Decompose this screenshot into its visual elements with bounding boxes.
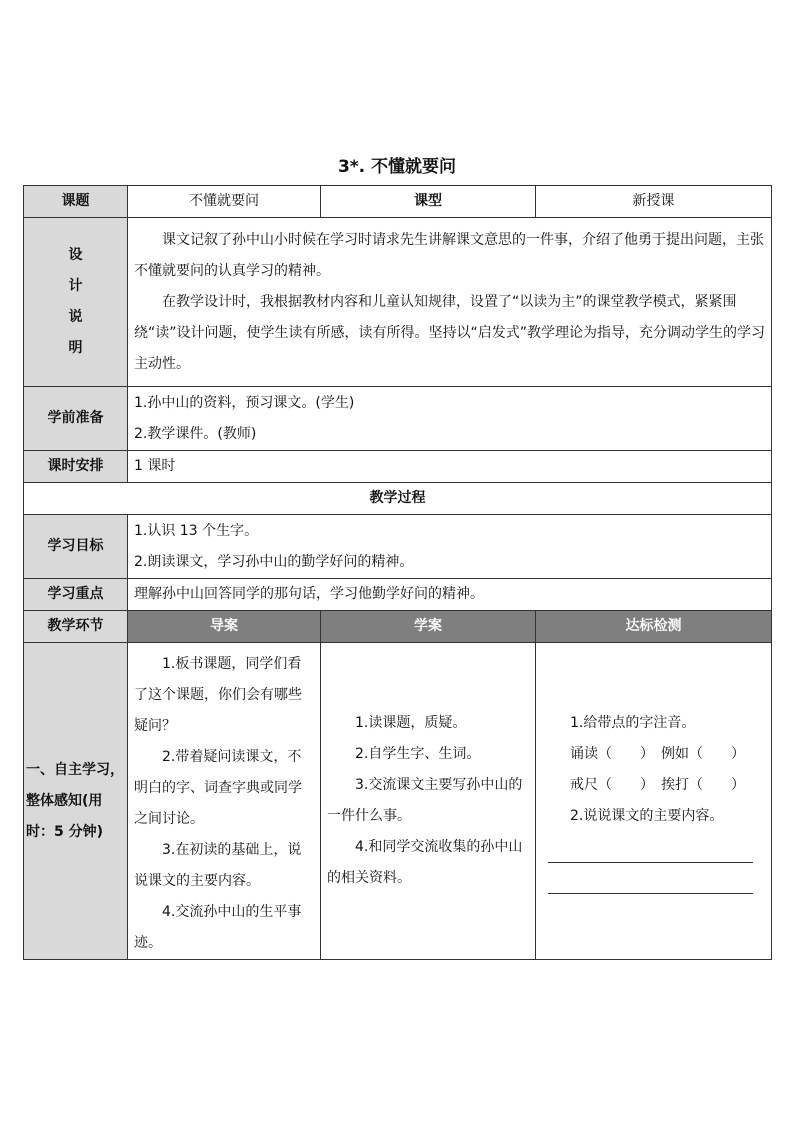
schedule-label: 课时安排: [24, 451, 128, 483]
page-title: 3*. 不懂就要问: [337, 157, 457, 177]
process-heading-row: [24, 483, 772, 515]
design-label: [24, 218, 128, 387]
stage1-guide: [128, 643, 321, 960]
goal-item: 1.认识 13 个生字。: [134, 522, 259, 539]
topic-label: 课题: [24, 186, 128, 218]
stage1-label: 一、自主学习，整体感知(用时：5 分钟): [24, 643, 128, 960]
process-heading: 教学过程: [24, 483, 772, 515]
lesson-plan-table: [23, 185, 772, 960]
focus-label: 学习重点: [24, 579, 128, 611]
design-label-char: 明: [68, 340, 83, 356]
schedule-value: 1 课时: [128, 451, 772, 483]
guide-item: 4.交流孙中山的生平事迹。: [134, 904, 302, 951]
study-item: 3.交流课文主要写孙中山的一件什么事。: [327, 777, 523, 824]
design-paragraph: 在教学设计时，我根据教材内容和儿童认知规律，设置了“以读为主”的课堂教学模式，紧紧围绕“读”设计问题，使学生读有所感，读有所得。坚持以“启发式”教学理论为指导，充分调动学生的学习主动性。: [134, 293, 766, 372]
check-item: 2.说说课文的主要内容。: [570, 808, 724, 824]
type-value: 新授课: [536, 186, 772, 218]
design-content: [128, 218, 772, 387]
goal-item: 2.朗读课文，学习孙中山的勤学好问的精神。: [134, 553, 414, 570]
stage1-row: [24, 643, 772, 960]
study-item: 2.自学生字、生词。: [355, 746, 481, 762]
study-item: 1.读课题，质疑。: [355, 715, 467, 731]
design-label-char: 设: [68, 247, 83, 263]
topic-row: [24, 186, 772, 218]
column-header-row: [24, 611, 772, 643]
study-column-header: 学案: [321, 611, 536, 643]
goals-label: 学习目标: [24, 515, 128, 579]
type-label: 课型: [321, 186, 536, 218]
guide-item: 3.在初读的基础上，说说课文的主要内容。: [134, 842, 302, 889]
answer-line: [548, 838, 753, 863]
check-column-header: 达标检测: [536, 611, 772, 643]
preparation-item: 2.教学课件。(教师): [134, 425, 257, 442]
guide-item: 1.板书课题，同学们看了这个课题，你们会有哪些疑问？: [134, 656, 302, 734]
study-item: 4.和同学交流收集的孙中山的相关资料。: [327, 839, 523, 886]
design-label-char: 计: [68, 278, 83, 294]
stage-column-header: 教学环节: [24, 611, 128, 643]
schedule-row: [24, 451, 772, 483]
preparation-row: [24, 387, 772, 451]
stage1-check: [536, 643, 772, 960]
guide-column-header: 导案: [128, 611, 321, 643]
preparation-content: [128, 387, 772, 451]
check-item: 戒尺（ ） 挨打（ ）: [570, 777, 745, 793]
goals-row: [24, 515, 772, 579]
focus-value: 理解孙中山回答同学的那句话，学习他勤学好问的精神。: [128, 579, 772, 611]
design-paragraph: 课文记叙了孙中山小时候在学习时请求先生讲解课文意思的一件事，介绍了他勇于提出问题，主张不懂就要问的认真学习的精神。: [134, 231, 764, 279]
goals-content: [128, 515, 772, 579]
design-row: [24, 218, 772, 387]
check-item: 诵读（ ） 例如（ ）: [570, 746, 745, 762]
preparation-label: 学前准备: [24, 387, 128, 451]
check-item: 1.给带点的字注音。: [570, 715, 696, 731]
design-label-char: 说: [68, 309, 83, 325]
stage1-study: [321, 643, 536, 960]
topic-value: 不懂就要问: [128, 186, 321, 218]
answer-line: [548, 869, 753, 894]
guide-item: 2.带着疑问读课文，不明白的字、词查字典或同学之间讨论。: [134, 749, 302, 827]
focus-row: [24, 579, 772, 611]
preparation-item: 1.孙中山的资料，预习课文。(学生): [134, 394, 355, 411]
